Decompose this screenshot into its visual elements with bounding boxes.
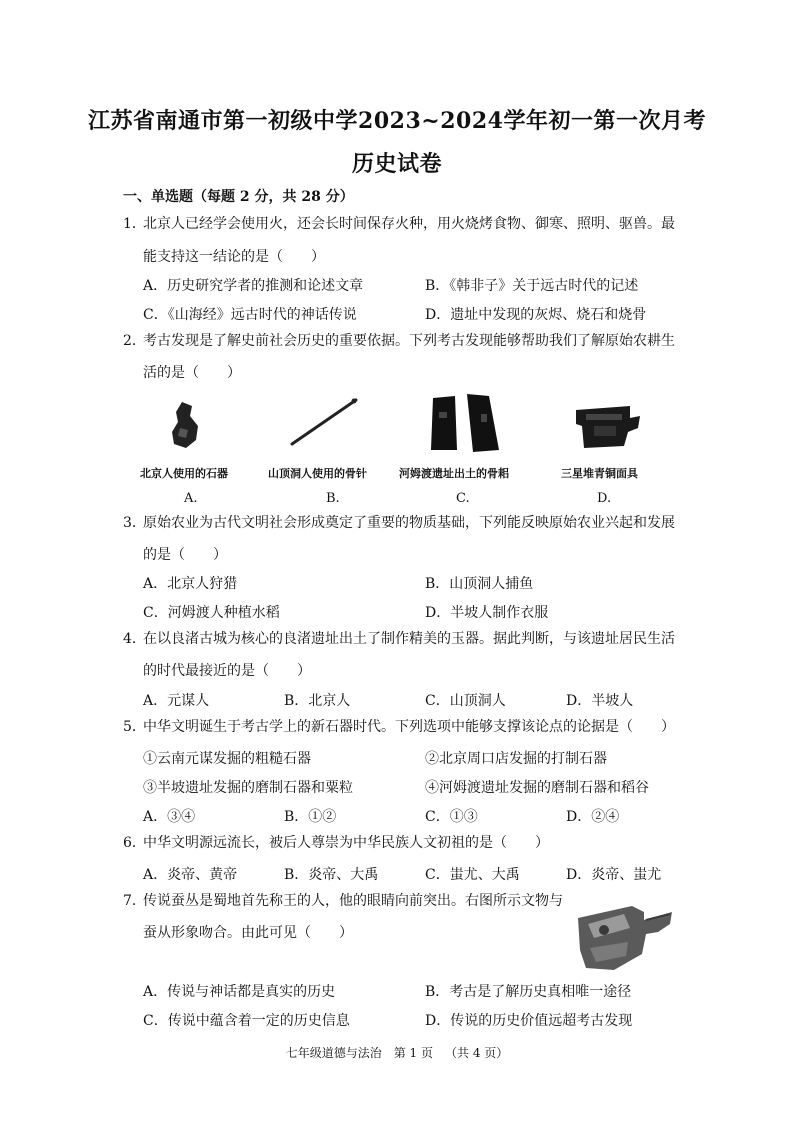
option-c[interactable]: C．《山海经》远古时代的神话传说 (143, 307, 357, 323)
option-d[interactable]: D．传说的历史价值远超考古发现 (425, 1013, 633, 1029)
image-caption-d: 三星堆青铜面具 (561, 467, 638, 480)
bone-spade-image[interactable] (427, 392, 503, 454)
option-b[interactable]: B．北京人 (284, 693, 351, 709)
option-a[interactable]: A．元谋人 (143, 693, 210, 709)
bone-needle-image[interactable] (288, 396, 360, 448)
image-caption-c: 河姆渡遗址出土的骨耜 (399, 467, 509, 480)
question-text: 中华文明源远流长，被后人尊崇为中华民族人文初祖的是（ ） (143, 835, 549, 851)
option-d[interactable]: D．半坡人制作衣服 (425, 605, 549, 621)
question-4 (123, 625, 683, 654)
image-label-c[interactable]: C. (456, 491, 470, 506)
question-number: 2． (123, 333, 146, 349)
question-text: 考古发现是了解史前社会历史的重要依据。下列考古发现能够帮助我们了解原始农耕生 (143, 333, 675, 349)
image-caption-b: 山顶洞人使用的骨针 (268, 467, 367, 480)
question-text: 中华文明诞生于考古学上的新石器时代。下列选项中能够支撑该论点的论据是（ ） (143, 719, 675, 735)
exam-title: 江苏省南通市第一初级中学2023~2024学年初一第一次月考 (88, 108, 706, 134)
evidence-item: ①云南元谋发掘的粗糙石器 (143, 751, 311, 767)
option-d[interactable]: D．炎帝、蚩尤 (566, 867, 662, 883)
option-d[interactable]: D．②④ (566, 809, 620, 825)
image-caption-a: 北京人使用的石器 (140, 467, 228, 480)
image-label-b[interactable]: B. (326, 491, 340, 506)
image-label-a[interactable]: A. (184, 491, 198, 506)
exam-subtitle: 历史试卷 (351, 151, 442, 177)
evidence-item: ②北京周口店发掘的打制石器 (425, 751, 607, 767)
option-c[interactable]: C．山顶洞人 (425, 693, 506, 709)
option-c[interactable]: C．①③ (425, 809, 478, 825)
option-c[interactable]: C．河姆渡人种植水稻 (143, 605, 280, 621)
question-1 (123, 210, 683, 239)
footer-subject: 七年级道德与法治 (285, 1046, 382, 1060)
option-d[interactable]: D．遗址中发现的灰烬、烧石和烧骨 (425, 307, 647, 323)
option-b[interactable]: B．炎帝、大禹 (284, 867, 379, 883)
bronze-mask-image[interactable] (574, 396, 642, 452)
question-text-cont: 的是（ ） (143, 547, 227, 563)
question-2 (123, 327, 683, 356)
question-text: 原始农业为古代文明社会形成奠定了重要的物质基础，下列能反映原始农业兴起和发展 (143, 515, 675, 531)
question-5 (123, 713, 683, 742)
question-text-cont: 的时代最接近的是（ ） (143, 663, 311, 679)
stone-tool-image[interactable] (168, 400, 204, 450)
option-c[interactable]: C．蚩尤、大禹 (425, 867, 520, 883)
question-text: 传说蚕丛是蜀地首先称王的人，他的眼睛向前突出。右图所示文物与 (143, 893, 563, 909)
option-b[interactable]: B．山顶洞人捕鱼 (425, 576, 534, 592)
question-number: 4． (123, 631, 146, 647)
option-b[interactable]: B．《韩非子》关于远古时代的记述 (425, 278, 639, 294)
option-a[interactable]: A．北京人狩猎 (143, 576, 238, 592)
question-text-cont: 能支持这一结论的是（ ） (143, 249, 325, 265)
evidence-item: ③半坡遗址发掘的磨制石器和粟粒 (143, 780, 353, 796)
question-number: 5． (123, 719, 146, 735)
option-a[interactable]: A．历史研究学者的推测和论述文章 (143, 278, 364, 294)
question-number: 6． (123, 835, 146, 851)
question-text: 北京人已经学会使用火，还会长时间保存火种，用火烧烤食物、御寒、照明、驱兽。最 (143, 216, 675, 232)
question-3 (123, 509, 683, 538)
option-a[interactable]: A．炎帝、黄帝 (143, 867, 238, 883)
evidence-item: ④河姆渡遗址发掘的磨制石器和稻谷 (425, 780, 649, 796)
image-label-d[interactable]: D. (597, 491, 612, 506)
option-a[interactable]: A．③④ (143, 809, 196, 825)
bronze-mask-artifact-image (574, 898, 676, 972)
option-b[interactable]: B．考古是了解历史真相唯一途径 (425, 984, 632, 1000)
question-number: 3． (123, 515, 146, 531)
footer-page: 第 1 页 (393, 1046, 433, 1060)
question-6 (123, 829, 683, 858)
question-number: 7． (123, 893, 146, 909)
question-number: 1． (123, 216, 146, 232)
option-c[interactable]: C．传说中蕴含着一定的历史信息 (143, 1013, 350, 1029)
footer-total: （共 4 页） (445, 1046, 509, 1060)
option-d[interactable]: D．半坡人 (566, 693, 634, 709)
page-footer (0, 1044, 794, 1061)
question-text-cont: 活的是（ ） (143, 365, 241, 381)
question-text: 在以良渚古城为核心的良渚遗址出土了制作精美的玉器。据此判断，与该遗址居民生活 (143, 631, 675, 647)
question-text-cont: 蚕从形象吻合。由此可见（ ） (143, 925, 353, 941)
option-a[interactable]: A．传说与神话都是真实的历史 (143, 984, 336, 1000)
option-b[interactable]: B．①② (284, 809, 337, 825)
section-heading: 一、单选题（每题 2 分，共 28 分） (123, 189, 354, 205)
